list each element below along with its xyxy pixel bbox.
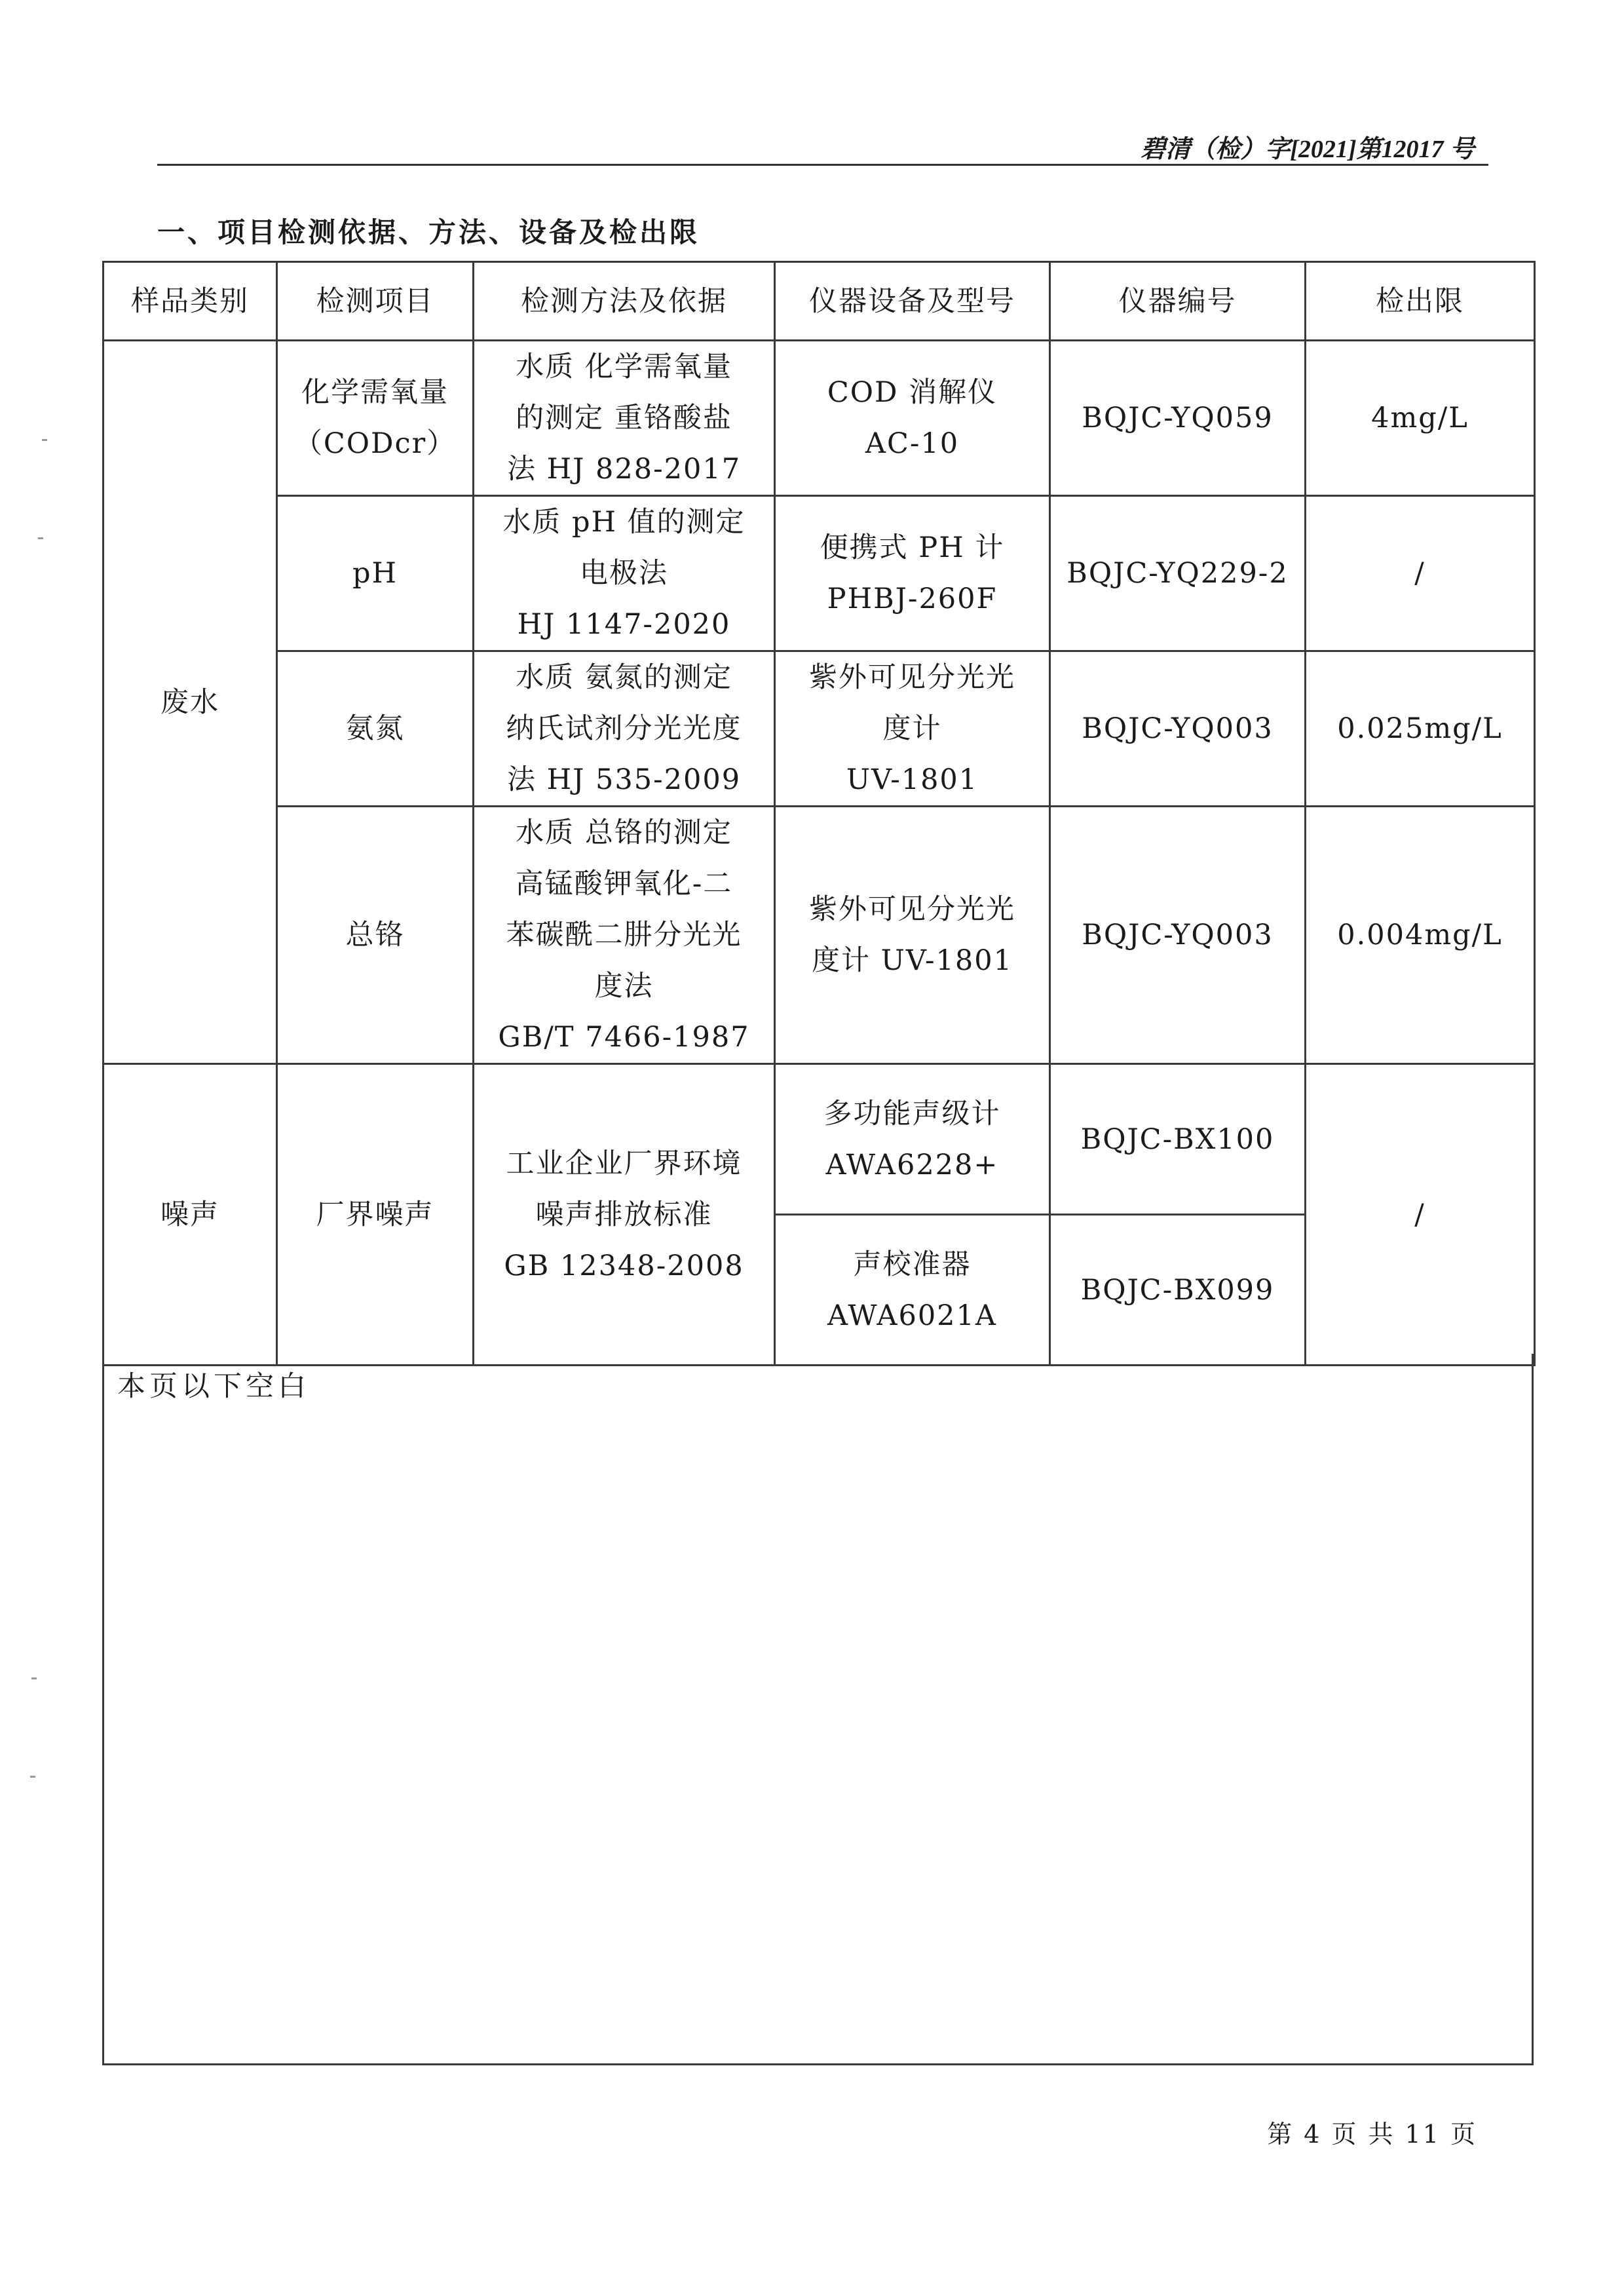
detection-table	[102, 261, 1536, 1366]
method-cell: 水质 pH 值的测定 电极法 HJ 1147-2020	[474, 496, 775, 651]
page-number: 第 4 页 共 11 页	[1267, 2120, 1477, 2149]
column-header: 检测项目	[277, 262, 474, 341]
table-row	[104, 1064, 1535, 1215]
number-cell: BQJC-YQ229-2	[1050, 496, 1306, 651]
section-title: 一、项目检测依据、方法、设备及检出限	[157, 216, 700, 248]
limit-cell: 0.025mg/L	[1306, 651, 1535, 807]
column-header: 检测方法及依据	[474, 262, 775, 341]
item-cell: pH	[277, 496, 474, 651]
limit-cell: 0.004mg/L	[1306, 807, 1535, 1064]
equipment-cell: COD 消解仪 AC-10	[775, 341, 1050, 496]
limit-cell: /	[1306, 496, 1535, 651]
column-header: 仪器设备及型号	[775, 262, 1050, 341]
equipment-cell: 紫外可见分光光 度计 UV-1801	[775, 807, 1050, 1064]
header-divider	[157, 164, 1488, 166]
report-number: 碧清（检）字[2021]第12017 号	[1141, 136, 1475, 163]
table-row	[104, 496, 1535, 651]
number-cell: BQJC-YQ003	[1050, 807, 1306, 1064]
number-cell: BQJC-YQ059	[1050, 341, 1306, 496]
equipment-cell: 便携式 PH 计 PHBJ-260F	[775, 496, 1050, 651]
method-cell: 水质 氨氮的测定 纳氏试剂分光光度 法 HJ 535-2009	[474, 651, 775, 807]
table-header-row	[104, 262, 1535, 341]
equipment-cell: 声校准器 AWA6021A	[775, 1215, 1050, 1366]
blank-area	[102, 1354, 1534, 2065]
method-cell: 水质 总铬的测定 高锰酸钾氧化-二 苯碳酰二肼分光光 度法 GB/T 7466-1987	[474, 807, 775, 1064]
table-row	[104, 341, 1535, 496]
column-header: 仪器编号	[1050, 262, 1306, 341]
category-cell: 废水	[104, 341, 277, 1064]
number-cell: BQJC-BX100	[1050, 1064, 1306, 1215]
category-cell: 噪声	[104, 1064, 277, 1366]
limit-cell: 4mg/L	[1306, 341, 1535, 496]
item-cell: 氨氮	[277, 651, 474, 807]
number-cell: BQJC-BX099	[1050, 1215, 1306, 1366]
item-cell: 总铬	[277, 807, 474, 1064]
method-cell: 工业企业厂界环境 噪声排放标准 GB 12348-2008	[474, 1064, 775, 1366]
equipment-cell: 紫外可见分光光 度计 UV-1801	[775, 651, 1050, 807]
method-cell: 水质 化学需氧量 的测定 重铬酸盐 法 HJ 828-2017	[474, 341, 775, 496]
item-cell: 化学需氧量 （CODcr）	[277, 341, 474, 496]
equipment-cell: 多功能声级计 AWA6228+	[775, 1064, 1050, 1215]
scan-speck	[30, 1776, 35, 1778]
table-row	[104, 807, 1535, 1064]
limit-cell: /	[1306, 1064, 1535, 1366]
column-header: 检出限	[1306, 262, 1535, 341]
scan-speck	[42, 439, 47, 441]
item-cell: 厂界噪声	[277, 1064, 474, 1366]
scan-speck	[31, 1677, 37, 1679]
table-row	[104, 651, 1535, 807]
scan-speck	[38, 537, 43, 539]
blank-note: 本页以下空白	[117, 1370, 310, 1403]
number-cell: BQJC-YQ003	[1050, 651, 1306, 807]
column-header: 样品类别	[104, 262, 277, 341]
